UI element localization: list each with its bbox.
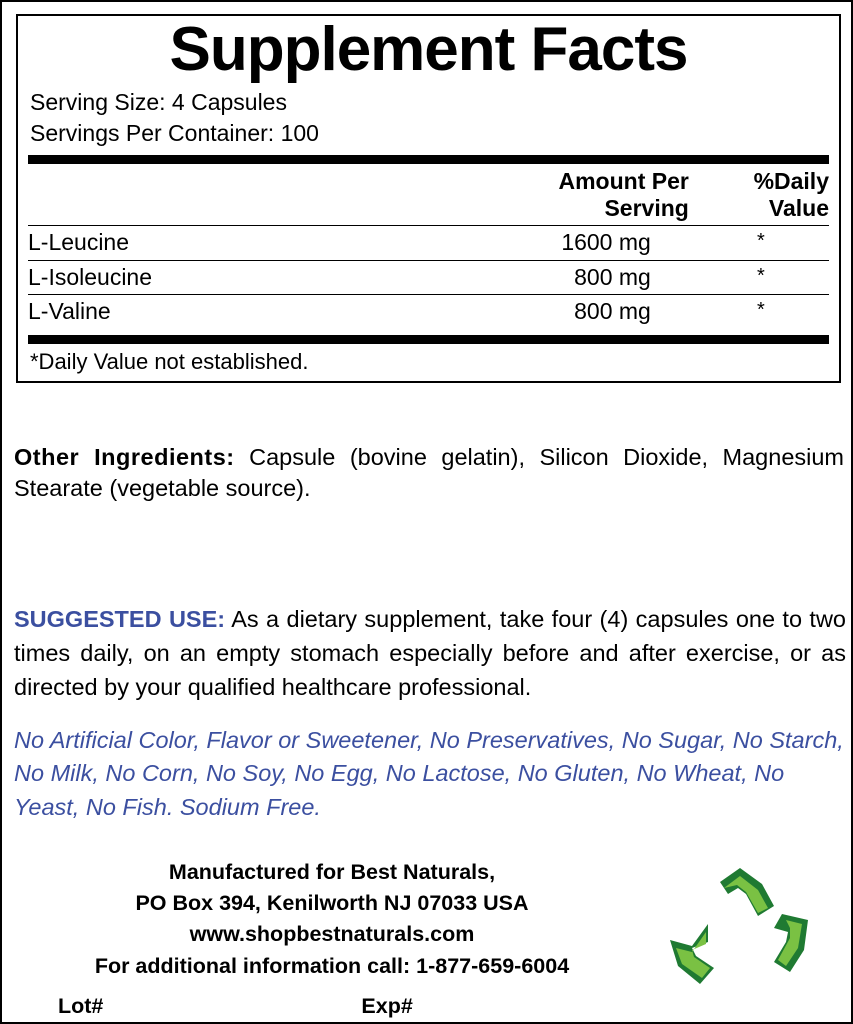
- nutrient-daily-value: *: [693, 295, 829, 329]
- recycle-icon: [662, 862, 822, 1002]
- nutrient-daily-value: *: [693, 260, 829, 295]
- header-amount-per-serving: [429, 164, 693, 225]
- serving-size: Serving Size: 4 Capsules: [30, 89, 287, 116]
- daily-value-footnote: *Daily Value not established.: [30, 348, 309, 374]
- free-from-claims: No Artificial Color, Flavor or Sweetener, No Preservatives, No Sugar, No Starch, No Milk, No Corn, No Soy, No Egg, No Lactose, No Gluten, No Wheat, No Yeast, No Fish. Sodium Free.: [14, 727, 844, 820]
- manufacturer-footer: [2, 857, 662, 982]
- lot-label: Lot#: [58, 994, 104, 1018]
- nutrient-name: L-Valine: [28, 295, 429, 329]
- table-header-row: [28, 164, 829, 225]
- header-dv-line2: Value: [768, 194, 829, 221]
- nutrient-name: L-Isoleucine: [28, 260, 429, 295]
- panel-rule-bottom: [28, 335, 829, 344]
- footer-line-manufacturer: Manufactured for Best Naturals,: [168, 860, 496, 884]
- header-amount-line1: Amount Per: [558, 168, 689, 195]
- table-row: [28, 260, 829, 295]
- other-ingredients: [14, 442, 844, 503]
- nutrient-amount: 800 mg: [429, 295, 693, 329]
- panel-rule-top: [28, 155, 829, 164]
- header-dv-line1: %Daily: [753, 168, 829, 195]
- suggested-use-label: SUGGESTED USE:: [14, 606, 226, 632]
- page-title: Supplement Facts: [169, 15, 688, 84]
- header-spacer: [28, 164, 429, 225]
- suggested-use-text: As a dietary supplement, take four (4) capsules one to two times daily, on an empty stomach especially before and after exercise, or as directed by your qualified healthcare professional.: [14, 606, 846, 701]
- other-ingredients-label: Other Ingredients:: [14, 444, 235, 470]
- footer-line-phone: For additional information call: 1-877-659-6004: [94, 953, 570, 978]
- other-ingredients-text: Capsule (bovine gelatin), Silicon Dioxide, Magnesium Stearate (vegetable source).: [14, 444, 845, 501]
- header-daily-value: [693, 164, 829, 225]
- exp-label: Exp#: [361, 994, 413, 1018]
- table-row: [28, 226, 829, 261]
- nutrient-amount: 800 mg: [429, 260, 693, 295]
- table-row: [28, 295, 829, 329]
- nutrient-name: L-Leucine: [28, 226, 429, 261]
- nutrition-table: [28, 164, 829, 329]
- header-amount-line2: Serving: [604, 194, 689, 221]
- nutrient-amount: 1600 mg: [429, 226, 693, 261]
- supplement-facts-panel: [16, 14, 841, 383]
- servings-per-container: Servings Per Container: 100: [30, 120, 319, 147]
- lot-exp-row: [58, 994, 618, 1019]
- nutrient-daily-value: *: [693, 226, 829, 261]
- footer-line-website: www.shopbestnaturals.com: [189, 922, 475, 947]
- suggested-use: [14, 602, 846, 704]
- footer-line-address: PO Box 394, Kenilworth NJ 07033 USA: [135, 891, 529, 916]
